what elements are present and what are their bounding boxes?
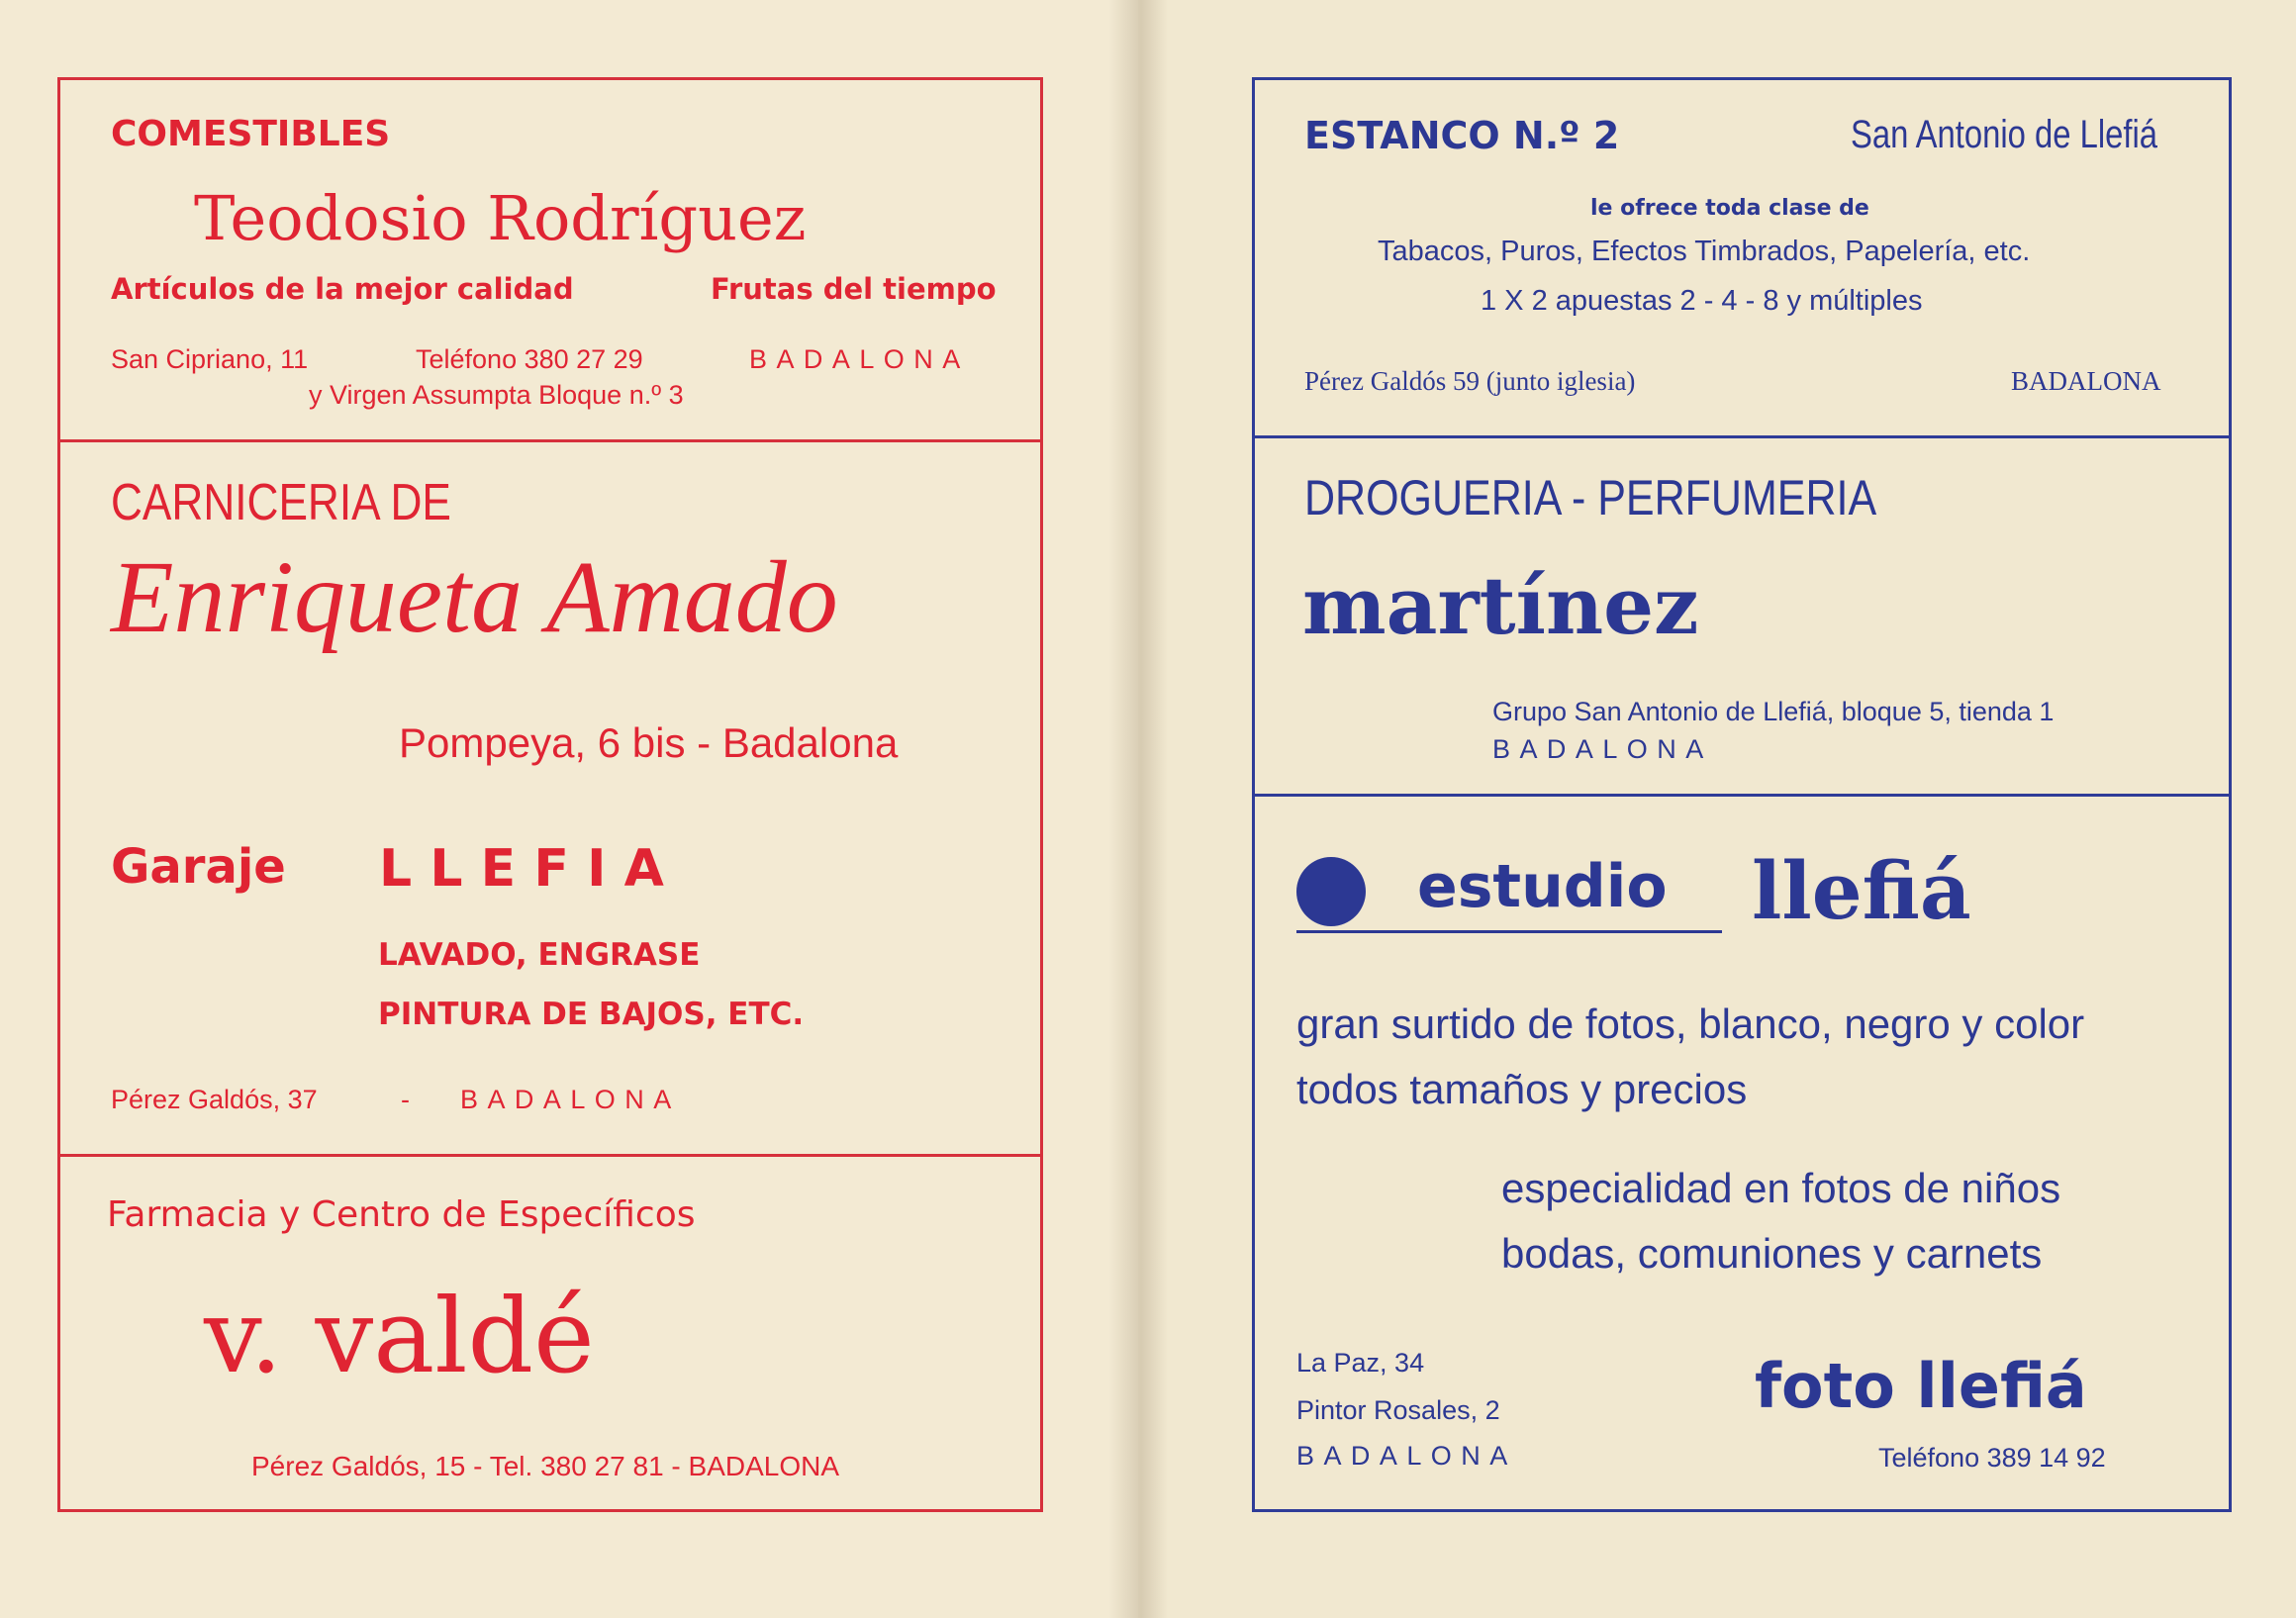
ad1-street-2: y Virgen Assumpta Bloque n.º 3 bbox=[309, 380, 684, 410]
ad1-phone: Teléfono 380 27 29 bbox=[416, 344, 643, 374]
dot-logo-icon bbox=[1296, 857, 1366, 926]
ad5-address: Pérez Galdós 59 (junto iglesia) bbox=[1304, 366, 1636, 396]
ad7-brand-b: llefiá bbox=[1752, 844, 1971, 937]
ad6-city: BADALONA bbox=[1492, 734, 1713, 764]
ad3-line-2: PINTURA DE BAJOS, ETC. bbox=[378, 997, 805, 1032]
ad5-business-name: ESTANCO N.º 2 bbox=[1304, 114, 1620, 157]
ad6-address: Grupo San Antonio de Llefiá, bloque 5, tienda 1 bbox=[1492, 697, 2055, 726]
ad2-address: Pompeya, 6 bis - Badalona bbox=[399, 719, 899, 766]
ad3-separator: - bbox=[401, 1085, 410, 1114]
ad1-category: COMESTIBLES bbox=[111, 114, 391, 154]
ad3-title-a: Garaje bbox=[111, 839, 286, 895]
ad4-business-name: v. valdé bbox=[204, 1276, 595, 1396]
divider bbox=[57, 439, 1043, 442]
ad4-footer: Pérez Galdós, 15 - Tel. 380 27 81 - BADALONA bbox=[251, 1451, 840, 1481]
ad7-line-3: especialidad en fotos de niños bbox=[1501, 1165, 2061, 1211]
ad1-business-name: Teodosio Rodríguez bbox=[194, 182, 807, 254]
ad3-line-1: LAVADO, ENGRASE bbox=[378, 937, 701, 973]
ad5-city: BADALONA bbox=[2011, 366, 2161, 396]
ad7-phone: Teléfono 389 14 92 bbox=[1878, 1443, 2106, 1473]
ad1-tagline-left: Artículos de la mejor calidad bbox=[111, 272, 574, 306]
ad3-title-b: LLEFIA bbox=[379, 839, 683, 899]
divider bbox=[1252, 794, 2232, 797]
ad6-title: DROGUERIA - PERFUMERIA bbox=[1304, 470, 1877, 525]
divider bbox=[1252, 435, 2232, 438]
ad7-address-2: Pintor Rosales, 2 bbox=[1296, 1395, 1500, 1425]
ad7-address-1: La Paz, 34 bbox=[1296, 1348, 1425, 1378]
ad5-location: San Antonio de Llefiá bbox=[1851, 113, 2158, 156]
ad7-brand-2: foto llefiá bbox=[1755, 1350, 2087, 1422]
ad7-line-2: todos tamaños y precios bbox=[1296, 1066, 1748, 1112]
ad3-street: Pérez Galdós, 37 bbox=[111, 1085, 318, 1114]
ad5-bets: 1 X 2 apuestas 2 - 4 - 8 y múltiples bbox=[1481, 285, 1923, 317]
ad7-line-4: bodas, comuniones y carnets bbox=[1501, 1230, 2043, 1277]
ad3-city: BADALONA bbox=[460, 1085, 681, 1114]
ad7-city: BADALONA bbox=[1296, 1441, 1517, 1471]
ad5-offer: le ofrece toda clase de bbox=[1590, 196, 1869, 221]
divider bbox=[57, 1154, 1043, 1157]
ad1-street: San Cipriano, 11 bbox=[111, 344, 309, 374]
ad7-line-1: gran surtido de fotos, blanco, negro y color bbox=[1296, 1000, 2085, 1047]
book-gutter bbox=[1108, 0, 1168, 1618]
ad2-title: CARNICERIA DE bbox=[111, 474, 451, 531]
ad6-business-name: martínez bbox=[1302, 559, 1699, 652]
ad1-tagline-right: Frutas del tiempo bbox=[711, 272, 997, 306]
ad5-products: Tabacos, Puros, Efectos Timbrados, Papelería, etc. bbox=[1378, 236, 2031, 267]
ad4-title: Farmacia y Centro de Específicos bbox=[107, 1194, 696, 1235]
ad7-brand-a: estudio bbox=[1417, 852, 1668, 921]
ad1-city: BADALONA bbox=[749, 344, 970, 374]
ad2-business-name: Enriqueta Amado bbox=[111, 540, 838, 654]
brand-underline bbox=[1296, 930, 1722, 933]
